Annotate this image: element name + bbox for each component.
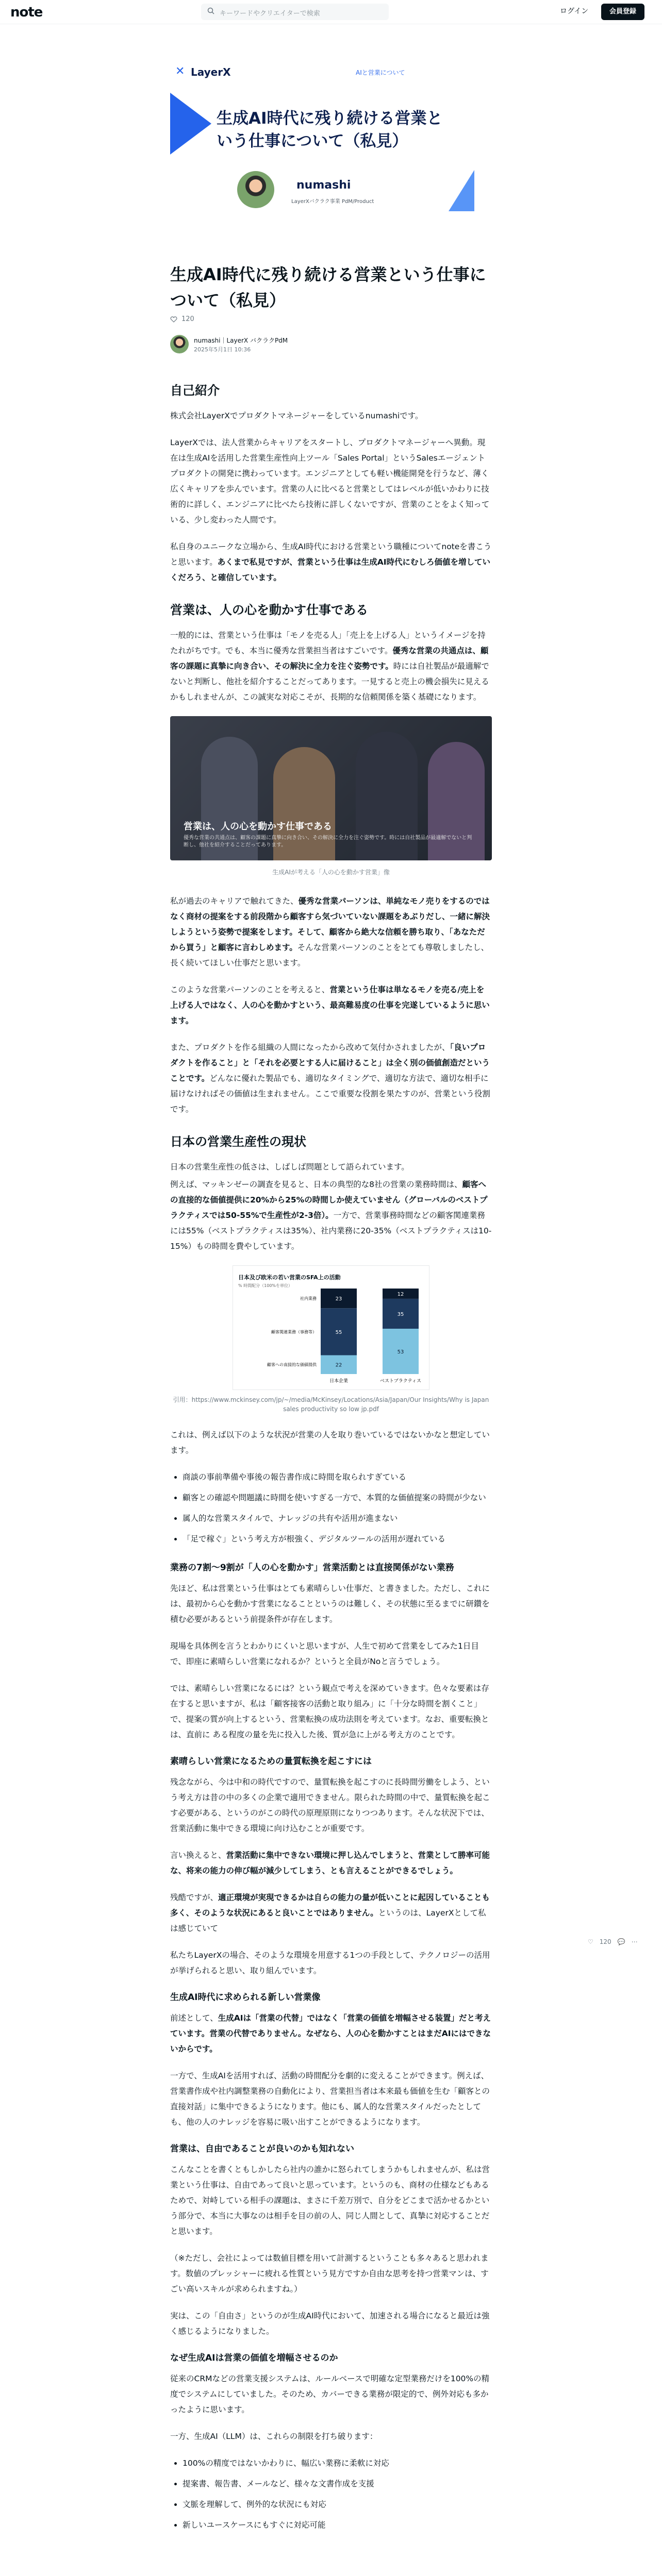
section-heading: 自己紹介 [170,383,220,398]
bullet-list [170,2455,492,2533]
note-logo[interactable]: note [10,5,43,20]
hero-tag: AIと営業について [356,69,405,76]
hero-brand: LayerX [191,66,231,78]
hero-avatar [237,171,274,208]
layerx-mark-icon: ✕ [175,65,185,78]
search-box[interactable] [201,4,389,20]
text: 私自身のユニークな立場から、生成AI時代における営業という職種についてnoteを書こうと思います。 [170,542,492,567]
text: そんな営業パーソンのことをとても尊敬しましたし、長く続いてほしい仕事だと思います。 [170,943,489,968]
floating-actions [588,1938,644,1945]
hero-title: 生成AI時代に残り続ける営業という仕事について（私見） [217,109,443,150]
hero-image [170,57,492,238]
search-placeholder: キーワードやクリエイターで検索 [220,10,320,18]
chart-figure [233,1265,429,1390]
category-label: 日本企業 [329,1379,349,1384]
login-link[interactable]: ログイン [560,7,589,15]
text: 残酷ですが、 [170,1893,219,1902]
subheading: なぜ生成AIは営業の価値を増幅させるのか [170,2353,338,2363]
like-button[interactable] [170,315,194,323]
text: 私が過去のキャリアで触れてきた、 [170,896,299,906]
paragraph [170,2010,492,2057]
chart-subtitle: % 時間配分（100%を単位） [238,1283,293,1288]
paragraph [170,893,492,971]
article-title: 生成AI時代に残り続ける営業という仕事について（私見） [170,265,486,310]
paragraph [170,1890,492,1936]
figure-caption: 生成AIが考える「人の心を動かす営業」像 [272,869,390,876]
data-label: 53 [397,1349,404,1355]
text: 一般的には、営業という仕事は「モノを売る人」「売上を上げる人」というイメージを持たれがちです。でも、本当に優秀な営業担当者はすごいです。 [170,631,486,655]
hero-author: numashi [296,179,351,192]
bold-text: 営業という仕事は単なるモノを売る/売上を上げる人ではなく、人の心を動かすという、最高難易度の仕事を完遂しているように思います。 [170,985,490,1025]
stacked-bar-chart [233,1266,429,1389]
paragraph: 一方、生成AI（LLM）は、これらの制限を打ち破ります： [170,2432,378,2441]
more-icon[interactable]: ⋯ [631,1938,638,1945]
paragraph: これは、例えば以下のような状況が営業の人を取り巻いているではないかなと想定しています。 [170,1430,490,1455]
paragraph: 一方で、生成AIを活用すれば、活動の時間配分を劇的に変えることができます。例えば、営業書作成や社内調整業務の自動化により、営業担当者は本来最も価値を生む「顧客との直接対話」に集中できるようになります。他にも、属人的な営業スタイルだったとしても、他の人のナレッジを容易に吸い出すことができるようになります。 [170,2071,490,2127]
paragraph [170,628,492,705]
list-item: • 新しいユースケースにもすぐに対応可能 [183,2517,492,2533]
hero-decoration [170,93,211,155]
text: 一方で、営業事務時間などの顧客関連業務には55%（ベストプラクティスは35%）、社内業務に20-35%（ベストプラクティスは10-15%）もの時間を費やしています。 [170,1211,492,1251]
list-item: • 「足で稼ぐ」という考え方が根強く、デジタルツールの活用が遅れている [183,1531,492,1547]
signup-button[interactable]: 会員登録 [601,4,644,20]
section-heading: 日本の営業生産性の現状 [170,1134,306,1149]
paragraph: 日本の営業生産性の低さは、しばしば問題として語られています。 [170,1162,409,1172]
list-item: • 顧客との確認や問題議に時間を使いすぎる一方で、本質的な価値提案の時間が少ない [183,1490,492,1505]
bold-text: 適正環境が実現できるかは自らの能力の量が低いことに起因していることも多く、そのような状況にあると良いことではありません。 [170,1893,490,1918]
search-icon [207,7,214,14]
bold-text: 優秀な営業の共通点は、顧客の課題に真摯に向き合い、その解決に全力を注ぐ姿勢です。 [170,646,489,671]
text: 言い換えると、 [170,1851,226,1860]
subheading: 営業は、自由であることが良いのかも知れない [170,2144,354,2154]
data-label: 23 [335,1296,342,1302]
series-label: 顧客への直接的な価値提供 [267,1362,317,1367]
subheading: 素晴らしい営業になるための量質転換を起こすには [170,1756,372,1767]
text: どんなに優れた製品でも、適切なタイミングで、適切な方法で、適切な相手に届けなければその価値は生まれません。ここで重要な役割を果たすのが、営業という役割です。 [170,1074,490,1114]
paragraph [170,1040,492,1117]
data-label: 35 [397,1311,404,1317]
subheading: 業務の7割〜9割が「人の心を動かす」営業活動とは直接関係がない業務 [170,1563,454,1573]
series-label: 社内業務 [300,1296,317,1301]
float-heart-icon[interactable]: ♡ [588,1938,593,1945]
text: というのは、LayerXとして私は感じていて [170,1908,486,1933]
paragraph: 従来のCRMなどの営業支援システムは、ルールベースで明確な定型業務だけを100%の精度でシステムにしていました。そのため、カバーできる業務が限定的で、例外対応も多かったように思います。 [170,2374,490,2414]
bold-text: あくまで私見ですが、営業という仕事は生成AI時代にむしろ価値を増していくだろう、と確信しています。 [170,557,491,582]
list-item: • 文脈を理解して、例外的な状況にも対応 [183,2497,492,2512]
text: このような営業パーソンのことを考えると、 [170,985,330,994]
list-item: • 商談の事前準備や事後の報告書作成に時間を取られすぎている [183,1469,492,1485]
chart-title: 日本及び欧米の若い営業のSFA上の活動 [238,1274,341,1281]
bold-text: 生成AIは「営業の代替」ではなく「営業の価値を増幅させる装置」だと考えています。 [170,2013,491,2038]
section-heading: 営業は、人の心を動かす仕事である [170,603,368,617]
author-avatar[interactable] [170,335,189,353]
paragraph: 残念ながら、今は中和の時代ですので、量質転換を起こすのに長時間労働をしよう、という考え方は昔の中の多くの企業で適用できません。限られた時間の中で、量質転換を起こす必要がある、というのがこの時代の原理原則になりつつあります。そんな状況下では、営業活動に集中できる環境に向け込むことが重要です。 [170,1777,490,1833]
series-label: 顧客関連業務（事務等） [271,1329,317,1334]
text: 時には自社製品が最適解でないと判断し、他社を紹介することだってあります。一見すると売上の機会損失に見えるかもしれませんが、この誠実な対応こそが、長期的な信頼関係を築く基礎になります。 [170,662,489,702]
paragraph: LayerXでは、法人営業からキャリアをスタートし、プロダクトマネージャーへ異動。現在は生成AIを活用した営業生産性向上ツール「Sales Portal」というSalesエージェントプロダクトの開発に携わっています。エンジニアとしても軽い機能開発を行うなど、薄く広くキャリアを歩んでいます。営業の人に比べると営業としてはレベルが低いかわりに技術的に詳しく、エンジニアに比べたら技術に詳しくないですが、営業のことをよく知っている、少し変わった人間です。 [170,438,490,524]
list-item: • 属人的な営業スタイルで、ナレッジの共有や活用が進まない [183,1511,492,1526]
comment-icon[interactable]: 💬 [617,1938,625,1945]
category-label: ベストプラクティス [379,1379,422,1384]
hero-author-sub: LayerXバクラク事業 PdM/Product [291,199,374,205]
float-like-count: 120 [599,1938,611,1945]
author-name[interactable]: numashi｜LayerX バクラクPdM [194,337,288,344]
bold-text: 営業活動に集中できない環境に押し込んでしまうと、営業として勝率可能な、将来の能力の伸び幅が減少してしまう、とも言えることができるでしょう。 [170,1851,490,1875]
paragraph: （※ただし、会社によっては数値目標を用いて計測するということも多々あると思われます。数値のプレッシャーに疲れる性質という見方ですか自由な思考を持つ営業マンは、すごい高いスキルが求められますね。） [170,2253,489,2294]
paragraph [170,539,492,585]
paragraph [170,982,492,1028]
paragraph: 実は、この「自由さ」というのが生成AI時代において、加速される場合になると最近は強く感じるようになりました。 [170,2311,490,2336]
paragraph: では、素晴らしい営業になるには？という観点で考えを深めていきます。色々な要素は存在すると思いますが、私は「顧客接客の活動と取り組み」に「十分な時間を割くこと」で、提案の質が向上するという、営業転換の成功法則を考えています。なお、重要転換とは、直前に ある程度の量を先に投入した後、質が急に上がる考え方のことです。 [170,1684,489,1739]
bold-text: 営業の代替でありません。なぜなら、人の心を動かすことはまだAIにはできないからです。 [170,2029,491,2054]
paragraph: こんなことを書くともしかしたら社内の誰かに怒られてしまうかもしれませんが、私は営業という仕事は、自由であって良いと思っています。というのも、商材の仕様などもあるためで、対峙している相手の課題は、まさに千差万別で、自分をどこまで活かせるかという部分で、本当に大事なのは相手を目の前の人、同じ人間として、真摯に対応することだと思います。 [170,2165,490,2236]
photo-caption-text: 優秀な営業の共通点は、顧客の課題に真摯に向き合い、その解決に全力を注ぐ姿勢です。時には自社製品が最適解でないと判断し、他社を紹介することだってあります。 [184,835,472,848]
text: 前述として、 [170,2013,218,2023]
list-item: • 100%の精度ではないかわりに、幅広い業務に柔軟に対応 [183,2455,492,2471]
bold-text: 顧客への直接的な価値提供に20%から25%の時間しか使えていません（グローバルのベストプラクティスでは50-55%で生産性が2-3倍）。 [170,1180,488,1220]
heart-icon [170,316,177,323]
paragraph: 私たちLayerXの場合、そのような環境を用意する1つの手段として、テクノロジーの活用が挙げられると思い、取り組んでいます。 [170,1951,490,1975]
paragraph [170,1177,492,1254]
list-item: • 提案書、報告書、メールなど、様々な文書作成を支援 [183,2476,492,2492]
bullet-list [170,1469,492,1547]
author-meta [170,335,492,358]
article-photo [170,716,492,860]
paragraph [170,1848,492,1878]
data-label: 55 [335,1329,342,1335]
data-label: 12 [397,1291,404,1297]
data-label: 22 [335,1362,342,1368]
post-date: 2025年5月1日 10:36 [194,346,251,353]
top-bar [0,0,662,24]
photo-caption-title: 営業は、人の心を動かす仕事である [184,821,332,832]
bold-text: 優秀な営業パーソンは、単純なモノ売りをするのではなく商材の提案をする前段階から顧客すら気づいていない課題をあぶりだし、一緒に解決しようという姿勢で提案をします。そして、顧客から絶大な信頼を勝ち取り、「あなただから買う」と顧客に言わしめます。 [170,896,490,952]
chart-source[interactable]: 引用：https://www.mckinsey.com/jp/~/media/McKinsey/Locations/Asia/Japan/Our Insights/Why is Japan sales productivity so low jp.pdf [173,1396,489,1413]
text: また、プロダクトを作る組織の人間になったから改めて気付かされましたが、 [170,1043,450,1052]
subheading: 生成AI時代に求められる新しい営業像 [170,1992,321,2003]
paragraph: 株式会社LayerXでプロダクトマネージャーをしているnumashiです。 [170,411,423,420]
like-count: 120 [181,315,194,323]
text: 例えば、マッキンゼーの調査を見ると、日本の典型的な8社の営業の業務時間は、 [170,1180,462,1189]
paragraph: 現場を具体例を言うとわかりにくいと思いますが、人生で初めて営業をしてみた1日目で、即座に素晴らしい営業になれるか？というと全員がNoと言うでしょう。 [170,1641,479,1666]
hero-decoration [449,170,474,211]
article-body [170,381,492,2546]
bold-text: 「良いプロダクトを作ること」と「それを必要とする人に届けること」は全く別の価値創造だということです。 [170,1043,490,1083]
paragraph: 先ほど、私は営業という仕事はとても素晴らしい仕事だ、と書きました。ただし、これには、最初から心を動かす営業になることというのは難しく、その状態に至るまでに研鑽を積む必要があるという前提条件が存在します。 [170,1584,490,1624]
